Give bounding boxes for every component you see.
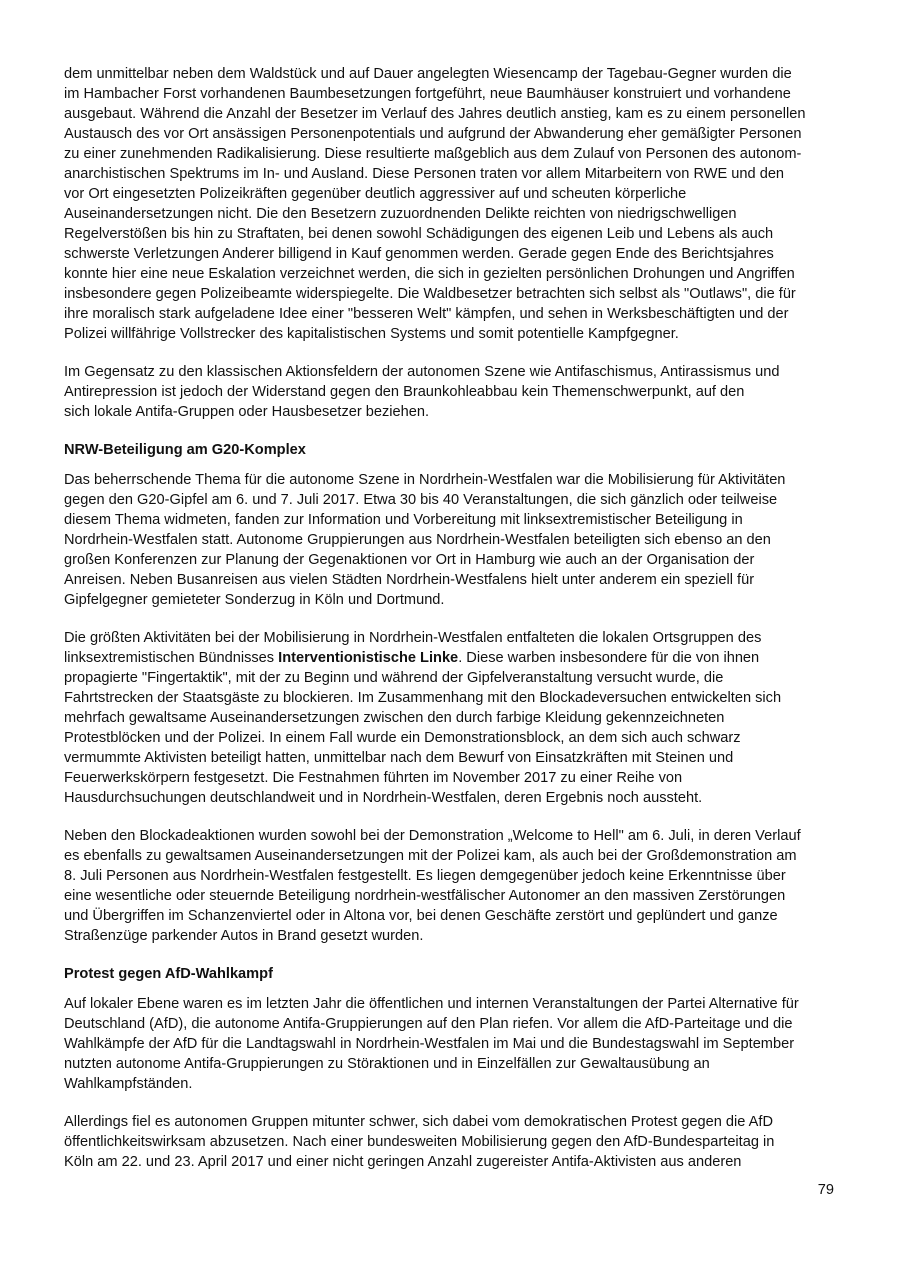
text-line: Allerdings fiel es autonomen Gruppen mitunter schwer, sich dabei vom demokratischen Protest gegen die AfD (64, 1114, 773, 1130)
text-line: Feuerwerkskörpern festgesetzt. Die Festnahmen führten im November 2017 zu einer Reihe von (64, 770, 683, 786)
text-line: Protestblöcken und der Polizei. In einem Fall wurde ein Demonstrationsblock, an dem sich auch schwarz (64, 730, 741, 746)
text-line: Fahrtstrecken der Staatsgäste zu blockieren. Im Zusammenhang mit den Blockadeversuchen entwickelten sich (64, 690, 782, 706)
text-line: vor Ort eingesetzten Polizeikräften gegenüber deutlich aggressiver auf und scheuten körperliche (64, 186, 687, 202)
text-line: Neben den Blockadeaktionen wurden sowohl bei der Demonstration „Welcome to Hell" am 6. Juli, in deren Verlauf (64, 828, 801, 844)
text-run: . Diese warben insbesondere für die von ihnen (458, 650, 760, 666)
text-line: Wahlkämpfe der AfD für die Landtagswahl in Nordrhein-Westfalen im Mai und die Bundestagswahl im September (64, 1036, 795, 1052)
paragraph-afd-protest (64, 1112, 836, 1172)
text-line: Das beherrschende Thema für die autonome Szene in Nordrhein-Westfalen war die Mobilisierung für Aktivitäten (64, 472, 786, 488)
text-line: im Hambacher Forst vorhandenen Baumbesetzungen fortgeführt, neue Baumhäuser konstruiert und vorhandene (64, 86, 791, 102)
text-line: Polizei willfährige Vollstrecker des kapitalistischen Systems und somit potentielle Kampfgegner. (64, 326, 679, 342)
paragraph-hambach (64, 64, 836, 344)
section-heading-afd: Protest gegen AfD-Wahlkampf (64, 966, 273, 982)
text-line: Wahlkampfständen. (64, 1076, 193, 1092)
text-line: sich lokale Antifa-Gruppen oder Hausbesetzer beziehen. (64, 404, 430, 420)
text-line: Deutschland (AfD), die autonome Antifa-Gruppierungen auf den Plan riefen. Vor allem die AfD-Parteitage und die (64, 1016, 793, 1032)
text-line: mehrfach gewaltsame Auseinandersetzungen zwischen den durch farbige Kleidung gekennzeichneten (64, 710, 725, 726)
paragraph-g20-mobilisation (64, 470, 836, 610)
text-line: Gipfelgegner gemieteter Sonderzug in Köln und Dortmund. (64, 592, 445, 608)
text-line: Auf lokaler Ebene waren es im letzten Jahr die öffentlichen und internen Veranstaltungen der Partei Alternative für (64, 996, 799, 1012)
paragraph-interventionistische-linke (64, 628, 836, 808)
paragraph-welcome-to-hell (64, 826, 836, 946)
text-line: propagierte "Fingertaktik", mit der zu Beginn und während der Gipfelveranstaltung versucht wurde, die (64, 670, 724, 686)
organisation-name-bold: Interventionistische Linke (278, 650, 459, 666)
text-line: anarchistischen Spektrums im In- und Ausland. Diese Personen traten vor allem Mitarbeitern von RWE und den (64, 166, 785, 182)
text-line: diesem Thema widmeten, fanden zur Information und Vorbereitung mit linksextremistischer Beteiligung in (64, 512, 743, 528)
text-line: gegen den G20-Gipfel am 6. und 7. Juli 2017. Etwa 30 bis 40 Veranstaltungen, die sich gänzlich oder teilweise (64, 492, 778, 508)
text-line: nutzten autonome Antifa-Gruppierungen zu Störaktionen und in Einzelfällen zur Gewaltausübung an (64, 1056, 710, 1072)
text-line: es ebenfalls zu gewaltsamen Auseinandersetzungen mit der Polizei kam, als auch bei der Großdemonstration am (64, 848, 797, 864)
text-line: Hausdurchsuchungen deutschlandweit und in Nordrhein-Westfalen, deren Ergebnis noch aussteht. (64, 790, 703, 806)
text-line: und Übergriffen im Schanzenviertel oder in Altona vor, bei denen Geschäfte zerstört und geplündert und ganze (64, 908, 778, 924)
text-line: ausgebaut. Während die Anzahl der Besetzer im Verlauf des Jahres deutlich anstieg, kam es zu einem personellen (64, 106, 806, 122)
text-line: Anreisen. Neben Busanreisen aus vielen Städten Nordrhein-Westfalens hielt unter anderem ein speziell für (64, 572, 755, 588)
text-line: vermummte Aktivisten beteiligt hatten, unmittelbar nach dem Bewurf von Einsatzkräften mit Steinen und (64, 750, 734, 766)
text-line: schwerste Verletzungen Anderer billigend in Kauf genommen werden. Gerade gegen Ende des Berichtsjahres (64, 246, 774, 262)
text-line: ihre moralisch stark aufgeladene Idee einer "besseren Welt" kämpfen, und sehen in Werksbeschäftigten und der (64, 306, 789, 322)
text-line: Antirepression ist jedoch der Widerstand gegen den Braunkohleabbau kein Themenschwerpunkt, auf den (64, 384, 745, 400)
text-line: Auseinandersetzungen nicht. Die den Besetzern zuzuordnenden Delikte reichten von niedrigschwelligen (64, 206, 737, 222)
text-line: öffentlichkeitswirksam abzusetzen. Nach einer bundesweiten Mobilisierung gegen den AfD-Bundesparteitag in (64, 1134, 775, 1150)
text-line: großen Konferenzen zur Planung der Gegenaktionen vor Ort in Hamburg wie auch an der Organisation der (64, 552, 755, 568)
text-line: Im Gegensatz zu den klassischen Aktionsfeldern der autonomen Szene wie Antifaschismus, Antirassismus und (64, 364, 780, 380)
text-line: Regelverstößen bis hin zu Straftaten, bei denen sowohl Schädigungen des eigenen Leib und Lebens als auch (64, 226, 774, 242)
text-line-with-emphasis (64, 648, 836, 668)
paragraph-antifa-contrast (64, 362, 836, 422)
text-line: Nordrhein-Westfalen statt. Autonome Gruppierungen aus Nordrhein-Westfalen beteiligten sich ebenso an den (64, 532, 771, 548)
text-run: linksextremistischen Bündnisses (64, 650, 279, 666)
text-line: 8. Juli Personen aus Nordrhein-Westfalen festgestellt. Es liegen demgegenüber jedoch keine Erkenntnisse über (64, 868, 786, 884)
text-line: insbesondere gegen Polizeibeamte widerspiegelte. Die Waldbesetzer betrachten sich selbst als "Outlaws", die für (64, 286, 796, 302)
paragraph-afd-events (64, 994, 836, 1094)
text-line: Straßenzüge parkender Autos in Brand gesetzt wurden. (64, 928, 424, 944)
text-line: Köln am 22. und 23. April 2017 und einer nicht geringen Anzahl zugereister Antifa-Aktivisten aus anderen (64, 1154, 742, 1170)
text-line: zu einer zunehmenden Radikalisierung. Diese resultierte maßgeblich aus dem Zulauf von Personen des autonom- (64, 146, 802, 162)
page-number: 79 (817, 1182, 834, 1198)
text-line: Austausch des vor Ort ansässigen Personenpotentials und aufgrund der Abwanderung eher gemäßigter Personen (64, 126, 802, 142)
text-line: Die größten Aktivitäten bei der Mobilisierung in Nordrhein-Westfalen entfalteten die lokalen Ortsgruppen des (64, 630, 762, 646)
section-heading-g20: NRW-Beteiligung am G20-Komplex (64, 442, 306, 458)
text-line: dem unmittelbar neben dem Waldstück und auf Dauer angelegten Wiesencamp der Tagebau-Gegner wurden die (64, 66, 792, 82)
text-line: eine wesentliche oder steuernde Beteiligung nordrhein-westfälischer Autonomer an den massiven Zerstörungen (64, 888, 786, 904)
page-body (64, 64, 836, 1190)
text-line: konnte hier eine neue Eskalation verzeichnet werden, die sich in gezielten persönlichen Drohungen und Angriffen (64, 266, 795, 282)
